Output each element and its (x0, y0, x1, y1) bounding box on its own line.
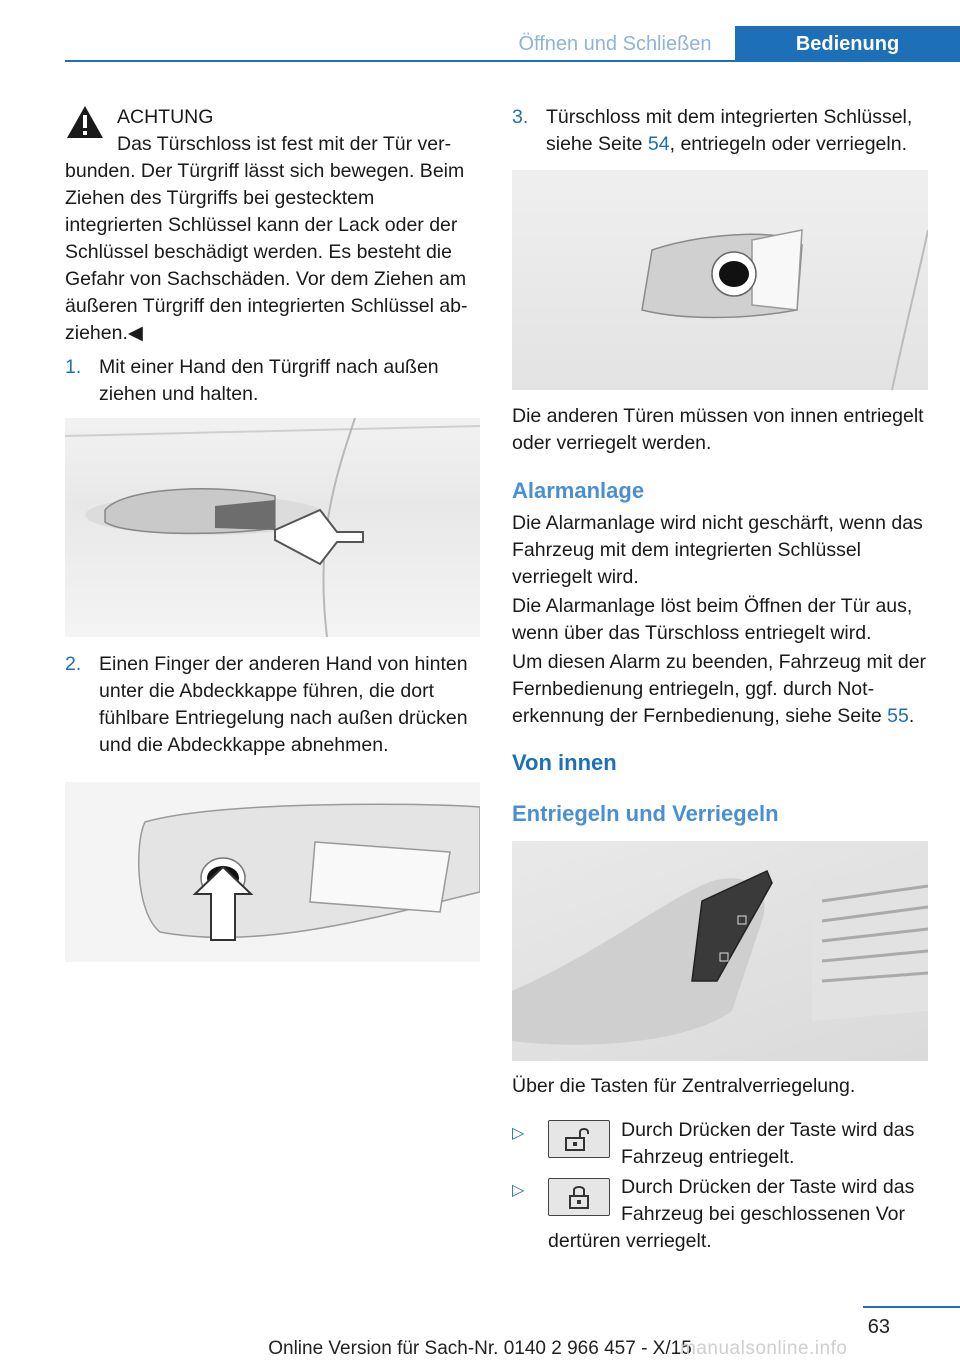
buttons-intro: Über die Tasten für Zentralverriegelung. (512, 1075, 856, 1097)
step-number: 2. (65, 653, 82, 675)
step-text: Mit einer Hand den Türgriff nach außen ziehen und halten. (99, 356, 439, 405)
alarm-text-part: . (908, 705, 915, 727)
running-header-section: Öffnen und Schließen (518, 33, 712, 55)
key-lock-image (512, 170, 928, 390)
step-text-part: , entriegeln oder verriegeln. (669, 133, 907, 155)
running-header-tab: Bedienung (735, 26, 960, 62)
alarm-heading: Alarmanlage (512, 478, 645, 503)
bullet-marker: ▷ (512, 1125, 525, 1142)
inside-heading-wrap (512, 749, 930, 777)
bullet-text: Durch Drücken der Taste wird das Fahrzeug entriegelt. (621, 1119, 915, 1168)
step-3 (512, 104, 930, 158)
alarm-paragraph-2: Die Alarmanlage löst beim Öffnen der Tür aus, wenn über das Türschloss entriegelt wird. (512, 595, 913, 644)
warning-title: ACHTUNG (117, 106, 214, 128)
step-text-part: Türschloss mit dem integrierten Schlüssel, siehe Seite (546, 106, 913, 155)
interior-lock-buttons-image (512, 841, 928, 1061)
lock-cover-image (65, 782, 480, 962)
watermark: manualsonline.info (680, 1338, 848, 1359)
step-2 (65, 651, 477, 759)
page-link[interactable]: 55 (887, 705, 909, 727)
lock-heading-wrap (512, 800, 930, 828)
doors-paragraph: Die anderen Türen müssen von innen entriegelt oder verriegelt werden. (512, 405, 924, 454)
step-number: 3. (512, 106, 529, 128)
door-handle-image (65, 418, 480, 637)
alarm-paragraph-3 (512, 649, 930, 730)
alarm-heading-wrap (512, 477, 930, 505)
step-1 (65, 354, 477, 408)
page-link[interactable]: 54 (647, 133, 670, 155)
header-rule (65, 60, 960, 62)
warning-text: Das Türschloss ist fest mit der Tür verbunden. Der Türgriff lässt sich bewegen. Beim Ziehen des Türgriffs bei gestecktem integrierten Schlüssel kann der Lack oder der Schlüssel beschädigt werden. Es besteht die Gefahr von Sachschäden. Vor dem Ziehen am äußeren Türgriff den integrierten Schlüssel abziehen.◀ (65, 133, 468, 344)
alarm-text-part: Um diesen Alarm zu beenden, Fahrzeug mit der Fernbedienung entriegeln, ggf. durch Noterkennung der Fernbedienung, siehe Seite (512, 651, 927, 727)
bullet-text-line1: Durch Drücken der Taste wird das Fahrzeug bei geschlossenen Vor (621, 1176, 915, 1225)
footer-rule (863, 1306, 960, 1308)
footer-version-line: Online Version für Sach-Nr. 0140 2 966 457 - X/15 (268, 1338, 692, 1359)
step-text: Einen Finger der anderen Hand von hinten unter die Abdeckkappe führen, die dort fühlbare Entriegelung nach außen drücken und die Abdeckkappe abnehmen. (99, 653, 468, 756)
inside-heading: Von innen (512, 750, 617, 775)
step-number: 1. (65, 356, 82, 378)
page-number: 63 (867, 1316, 890, 1338)
lock-unlock-heading: Entriegeln und Verriegeln (512, 801, 779, 826)
lock-icon (548, 1178, 610, 1216)
bullet-marker: ▷ (512, 1182, 525, 1199)
bullet-text-line2: dertüren verriegelt. (548, 1230, 712, 1252)
alarm-paragraph-1: Die Alarmanlage wird nicht geschärft, wenn das Fahrzeug mit dem integrierten Schlüssel verriegelt wird. (512, 512, 923, 588)
step-text (512, 104, 930, 158)
unlock-icon (548, 1120, 610, 1158)
